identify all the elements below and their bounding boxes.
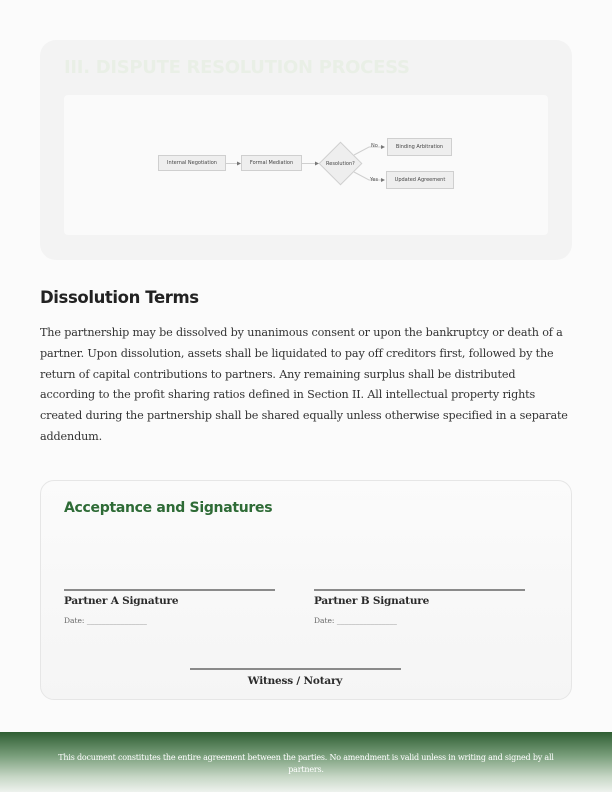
flow-node-internal-negotiation: Internal Negotiation — [158, 155, 226, 171]
edge-label-no: No — [371, 143, 378, 149]
flow-node-formal-mediation: Formal Mediation — [241, 155, 302, 171]
partner-b-date-field[interactable]: Date: ________________ — [314, 616, 397, 625]
flowchart-connectors — [64, 95, 548, 235]
dispute-section-title: III. DISPUTE RESOLUTION PROCESS — [64, 57, 410, 78]
partner-a-date-field[interactable]: Date: ________________ — [64, 616, 147, 625]
flowchart-panel — [64, 95, 548, 235]
flow-node-updated-agreement: Updated Agreement — [386, 171, 454, 189]
flow-node-resolution-label: Resolution? — [326, 161, 355, 167]
document-footer — [0, 732, 612, 792]
signatures-title: Acceptance and Signatures — [64, 500, 273, 516]
partner-a-signature-label: Partner A Signature — [64, 595, 179, 607]
partner-b-signature-line[interactable] — [314, 589, 525, 591]
dissolution-body: The partnership may be dissolved by unanimous consent or upon the bankruptcy or death of a partner. Upon dissolution, assets shall be liquidated to pay off creditors first, followed by the return of capital contributions to partners. Any remaining surplus shall be distributed according to the profit sharing ratios defined in Section II. All intellectual property rights created during the partnership shall be shared equally unless otherwise specified in a separate addendum. — [40, 326, 568, 443]
dispute-resolution-card — [40, 40, 572, 260]
flow-node-binding-arbitration: Binding Arbitration — [387, 138, 452, 156]
witness-signature-line[interactable] — [190, 668, 401, 670]
edge-label-yes: Yes — [370, 177, 379, 183]
partner-a-signature-line[interactable] — [64, 589, 275, 591]
partner-b-signature-label: Partner B Signature — [314, 595, 430, 607]
dissolution-heading: Dissolution Terms — [40, 288, 199, 307]
witness-notary-label: Witness / Notary — [247, 675, 343, 687]
footer-disclaimer: This document constitutes the entire agreement between the parties. No amendment is valid unless in writing and signed by all partners. — [58, 753, 554, 774]
signatures-card — [40, 480, 572, 700]
